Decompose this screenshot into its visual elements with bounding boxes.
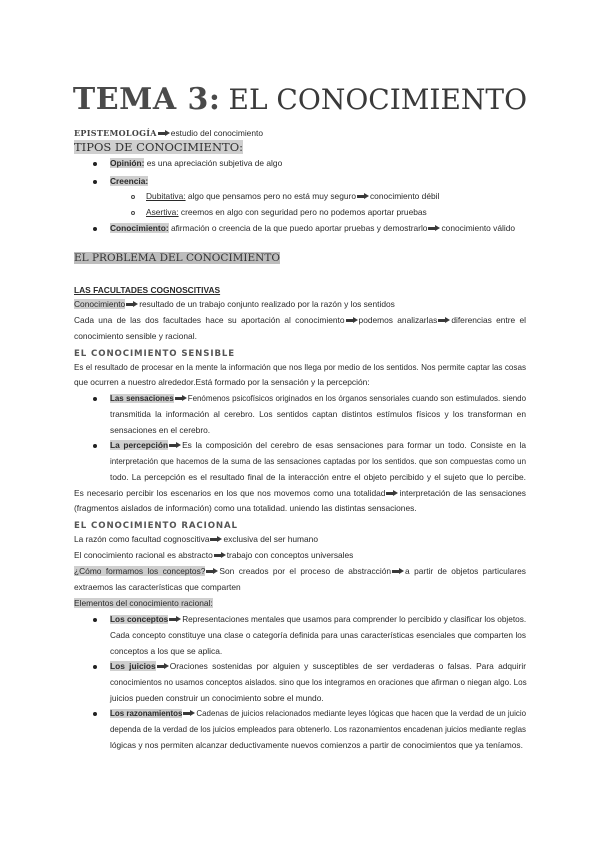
dubitativa-text: algo que pensamos pero no está muy seguro — [185, 191, 356, 201]
racional-l2a: El conocimiento racional es abstracto — [74, 550, 213, 560]
racional-heading-line — [74, 520, 526, 532]
dubitativa-after: conocimiento débil — [369, 191, 440, 201]
facultades-heading-line — [74, 285, 526, 296]
percepcion-1: Es la composición del cerebro de esas sensaciones para formar un todo. Consiste en la — [182, 440, 527, 450]
bullet-icon — [93, 397, 97, 401]
sensible-conclusion-1 — [74, 488, 526, 499]
bullet-icon — [93, 618, 97, 622]
sensaciones-2: transmitida la información al cerebro. Los sentidos captan distintos estímulos físicos y los transforman en — [110, 409, 526, 419]
arrow-icon — [386, 490, 398, 497]
juicios-line-2 — [110, 677, 526, 688]
opinion-item — [110, 158, 520, 169]
arrow-icon — [175, 395, 187, 402]
sensaciones-line-3 — [110, 425, 526, 436]
conceptos-line-2 — [110, 630, 526, 641]
bullet-icon — [93, 444, 97, 448]
facultades-l2c: diferencias entre el — [451, 315, 526, 325]
racional-heading: EL CONOCIMIENTO RACIONAL — [74, 521, 238, 531]
racional-line-2 — [74, 550, 526, 561]
conocimiento-text: afirmación o creencia de la que puedo aportar pruebas y demostrarlo — [168, 223, 428, 233]
percepcion-line-2 — [110, 456, 526, 467]
asertiva-term: Asertiva: — [146, 207, 179, 217]
page-title — [0, 82, 600, 117]
percepcion-term: La percepción — [110, 440, 169, 450]
razonamientos-line-1 — [110, 708, 526, 719]
racional-l2b: trabajo con conceptos universales — [226, 550, 354, 560]
epistemologia-term: EPISTEMOLOGÍA — [74, 128, 157, 138]
razonamientos-2: dependa de la verdad de los juicios empleados para obtenerlo. Los razonamientos encadenan juicios mediante reglas — [110, 725, 526, 734]
facultades-l3: conocimiento sensible y racional. — [74, 331, 197, 341]
bullet-icon — [93, 162, 97, 166]
bullet-icon — [93, 180, 97, 184]
racional-line-3 — [74, 566, 526, 577]
creencia-term: Creencia: — [110, 176, 149, 186]
conocimiento-item — [110, 223, 530, 234]
bullet-icon — [93, 227, 97, 231]
circle-bullet-icon — [131, 195, 135, 199]
sensible-heading-line — [74, 348, 526, 360]
razonamientos-3: lógicas y nos permiten alcanzar deductivamente nuevos comienzos a partir de conocimientos que ya teníamos. — [110, 740, 523, 750]
facultades-l1b: resultado de un trabajo conjunto realizado por la razón y los sentidos — [139, 299, 395, 309]
arrow-icon — [392, 568, 404, 575]
facultades-line-1 — [74, 299, 526, 310]
facultades-l2b: podemos analizarlas — [358, 315, 438, 325]
dubitativa-term: Dubitativa: — [146, 191, 186, 201]
sensaciones-line-1 — [110, 393, 526, 404]
problema-heading: EL PROBLEMA DEL CONOCIMIENTO — [74, 252, 280, 264]
sensible-p2 — [74, 377, 526, 388]
sensible-c2: (fragmentos aislados de información) como una totalidad. uniendo las distintas sensaciones. — [74, 503, 417, 513]
juicios-3: juicios pueden construir un conocimiento sobre el mundo. — [110, 693, 324, 703]
sensaciones-1: Fenómenos psicofísicos originados en los órganos sensoriales cuando son estimulados. siendo — [187, 394, 526, 403]
bullet-icon — [93, 712, 97, 716]
juicios-term: Los juicios — [110, 661, 156, 671]
sensaciones-line-2 — [110, 409, 526, 420]
conceptos-term: Los conceptos — [110, 615, 169, 624]
bullet-icon — [93, 665, 97, 669]
tipos-heading: TIPOS DE CONOCIMIENTO: — [74, 140, 243, 154]
juicios-line-3 — [110, 693, 526, 704]
percepcion-line-1 — [110, 440, 526, 451]
racional-line-4 — [74, 582, 526, 593]
epistemologia-line — [74, 128, 526, 139]
razonamientos-line-2 — [110, 724, 526, 735]
tipos-heading-line — [74, 140, 526, 154]
opinion-text: es una apreciación subjetiva de algo — [144, 158, 283, 168]
opinion-term: Opinión: — [110, 158, 145, 168]
razonamientos-line-3 — [110, 740, 526, 751]
arrow-icon — [357, 193, 369, 200]
creencia-item — [110, 176, 520, 187]
problema-heading-line — [74, 251, 526, 265]
sensaciones-term: Las sensaciones — [110, 394, 174, 403]
racional-l3c: a partir de objetos particulares — [405, 566, 526, 576]
arrow-icon — [214, 552, 226, 559]
epistemologia-def: estudio del conocimiento — [170, 128, 263, 138]
racional-l3a: ¿Cómo formamos los conceptos? — [74, 566, 206, 576]
razonamientos-1: Cadenas de juicios relacionados mediante leyes lógicas que hacen que la verdad de un juicio — [196, 709, 526, 718]
conocimiento-term: Conocimiento: — [110, 223, 169, 233]
racional-l1b: exclusiva del ser humano — [223, 534, 318, 544]
percepcion-3: todo. La percepción es el resultado final de la interacción entre el objeto percibido y el sujeto que lo percibe. — [110, 472, 526, 482]
sensible-p2-text: que ocurren a nuestro alrededor.Está formado por la sensación y la percepción: — [74, 377, 370, 387]
juicios-line-1 — [110, 661, 526, 672]
facultades-line-2 — [74, 315, 526, 326]
circle-bullet-icon — [131, 211, 135, 215]
sensaciones-3: sensaciones en el cerebro. — [110, 425, 211, 435]
conceptos-2: Cada concepto constituye una clase o categoría definida para unas características esenciales que comparten los — [110, 631, 526, 640]
racional-l3b: Son creados por el proceso de abstracción — [219, 566, 392, 576]
arrow-icon — [126, 301, 138, 308]
racional-l1a: La razón como facultad cognoscitiva — [74, 534, 210, 544]
arrow-icon — [169, 442, 181, 449]
racional-l4: extraemos las características que comparten — [74, 582, 241, 592]
racional-line-1 — [74, 534, 526, 545]
facultades-l1a: Conocimiento — [74, 299, 126, 309]
arrow-icon — [158, 130, 170, 137]
razonamientos-term: Los razonamientos — [110, 709, 183, 718]
arrow-icon — [183, 710, 195, 717]
elementos-heading: Elementos del conocimiento racional: — [74, 598, 213, 608]
arrow-icon — [206, 568, 218, 575]
percepcion-line-3 — [110, 472, 526, 483]
arrow-icon — [169, 616, 181, 623]
asertiva-item — [146, 207, 526, 218]
juicios-1: Oraciones sostenidas por alguien y susceptibles de ser verdaderas o falsas. Para adquirir — [169, 661, 526, 671]
title-rest: EL CONOCIMIENTO — [228, 83, 528, 116]
arrow-icon — [157, 663, 169, 670]
juicios-2: conocimientos no usamos conceptos aislados. sino que los integramos en oraciones que afirman o niegan algo. Los — [110, 678, 527, 687]
facultades-heading: LAS FACULTADES COGNOSCITIVAS — [74, 285, 221, 295]
conocimiento-after: conocimiento válido — [441, 223, 516, 233]
title-bold: TEMA 3: — [72, 82, 221, 117]
sensible-p1-text: Es el resultado de procesar en la mente la información que nos llega por medio de los sentidos. Nos permite captar las cosas — [74, 363, 526, 372]
arrow-icon — [210, 536, 222, 543]
elementos-line — [74, 598, 526, 609]
facultades-l2a: Cada una de las dos facultades hace su aportación al conocimiento — [74, 315, 345, 325]
sensible-conclusion-2 — [74, 503, 526, 514]
sensible-c1a: Es necesario percibir los escenarios en los que nos movemos como una totalidad — [74, 488, 386, 498]
sensible-heading: EL CONOCIMIENTO SENSIBLE — [74, 349, 236, 359]
sensible-c1b: interpretación de las sensaciones — [399, 488, 526, 498]
facultades-line-3 — [74, 331, 526, 342]
arrow-icon — [428, 225, 440, 232]
conceptos-line-3 — [110, 646, 526, 657]
arrow-icon — [438, 317, 450, 324]
dubitativa-item — [146, 191, 526, 202]
arrow-icon — [346, 317, 358, 324]
conceptos-1: Representaciones mentales que usamos para comprender lo percibido y clasificar los objetos. — [182, 615, 527, 624]
conceptos-3: conceptos a los que se aplica. — [110, 646, 223, 656]
sensible-p1 — [74, 362, 526, 373]
conceptos-line-1 — [110, 614, 526, 625]
asertiva-text: creemos en algo con seguridad pero no podemos aportar pruebas — [178, 207, 427, 217]
percepcion-2: interpretación que hacemos de la suma de las sensaciones captadas por los sentidos. que son compuestas como un — [110, 457, 526, 466]
